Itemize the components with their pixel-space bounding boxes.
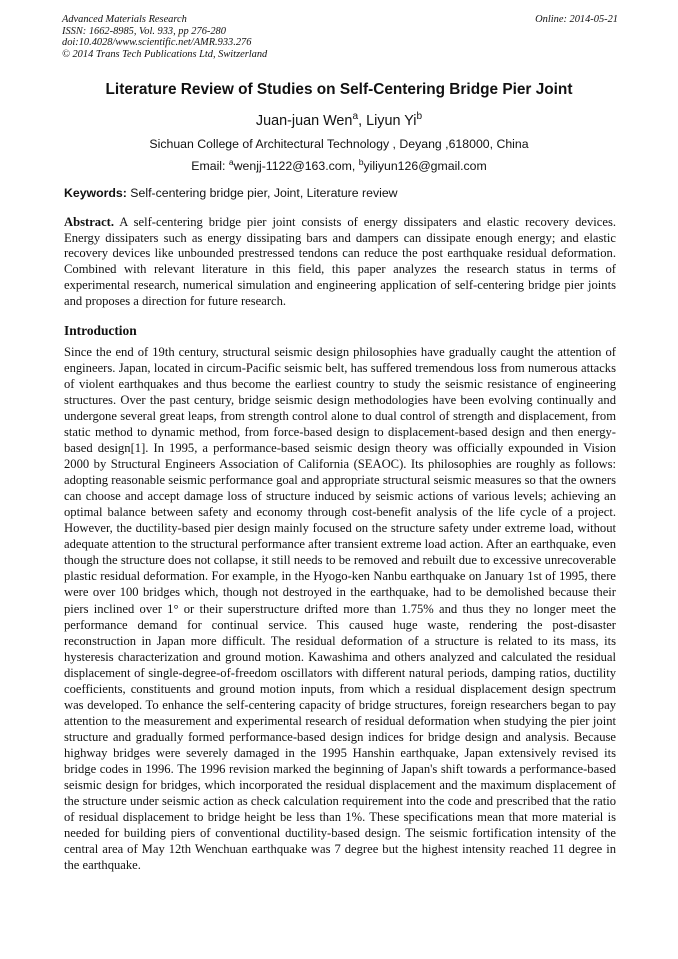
- keywords-label: Keywords:: [64, 186, 127, 200]
- keywords: [64, 186, 616, 201]
- paper-title: Literature Review of Studies on Self-Centering Bridge Pier Joint: [105, 81, 573, 98]
- issn-line: ISSN: 1662-8985, Vol. 933, pp 276-280: [62, 25, 226, 37]
- online-date: Online: 2014-05-21: [535, 14, 618, 25]
- author-affil-mark: b: [416, 111, 423, 123]
- copyright-line: © 2014 Trans Tech Publications Ltd, Switzerland: [62, 49, 268, 61]
- journal-header: [62, 14, 618, 61]
- author-separator: ,: [358, 113, 367, 129]
- author-line: [0, 112, 678, 130]
- email-line: [0, 156, 678, 174]
- email-mark-a: a: [228, 156, 234, 167]
- email-address-a[interactable]: wenjj-1122@163.com,: [233, 159, 359, 173]
- author-name: Juan-juan Wen: [255, 113, 353, 129]
- section-heading-introduction: Introduction: [64, 323, 137, 338]
- abstract: [64, 215, 616, 309]
- abstract-label: Abstract.: [64, 215, 115, 229]
- journal-name: Advanced Materials Research: [62, 14, 187, 25]
- abstract-text: A self-centering bridge pier joint consists of energy dissipaters and elastic recovery devices. Energy dissipaters such as energy dissipating bars and dampers can dissipate enough energy; and elastic recovery devices like unbounded prestressed tendons can reduce the post earthquake residual deformation. Combined with relevant literature in this field, this paper analyzes the research status in terms of experimental research, numerical simulation and engineering application of self-centering bridge pier joints and proposes a direction for future research.: [64, 215, 616, 308]
- email-address-b[interactable]: yiliyun126@gmail.com: [363, 159, 487, 173]
- introduction-paragraph: Since the end of 19th century, structural seismic design philosophies have gradually caught the attention of engineers. Japan, located in circum-Pacific seismic belt, has suffered tremendous loss from numerous attacks of violent earthquakes and thus become the earliest country to study the seismic resistance of engineering structures. Over the past century, bridge seismic design methodologies have been evolving continually and undergone several great leaps, from strength control alone to dual control of strength and displacement, from static method to dynamic method, from force-based design to displacement-based design and then energy-based design[1]. In 1995, a performance-based seismic design theory was officially expounded in Vision 2000 by Structural Engineers Association of California (SEAOC). Its philosophies are roughly as follows: adopting reasonable seismic performance goal and appropriate structural seismic measures so that the owners can choose and accept damage loss of structure induced by seismic actions of various levels; achieving an optimal balance between safety and economy through cost-benefit analysis of the life cycle of a project. However, the ductility-based pier design mainly focused on the structure safety under extreme load, without adequate attention to the structural performance after transient extreme load action. After an earthquake, even though the structure does not collapse, it still needs to be removed and rebuilt due to excessive unrecoverable plastic residual deformation. For example, in the Hyogo-ken Nanbu earthquake on January 1st of 1995, there were over 100 bridges which, though not destroyed in the earthquake, had to be demolished because their piers inclined over 1° or their superstructure drifted more than 1.75% and thus they no longer meet the performance demand for continual service. This caused huge waste, rendering the post-disaster reconstruction in Japan more difficult. The residual deformation of a structure is related to its mass, its hysteresis characterization and ground motion. Kawashima and others analyzed and calculated the residual displacement of single-degree-of-freedom oscillators with different natural periods, damping ratios, ductility coefficients, constituents and ground motion inputs, from which a residual displacement design spectrum was developed. To enhance the self-centering capacity of bridge structures, foreign researchers began to pay attention to the measurement and experimental research of residual deformation when studying the pier joint structure and gradually formed performance-based design indices for bridge design and analysis. Because highway bridges were severely damaged in the 1995 Hanshin earthquake, Japan extensively revised its bridge codes in 1996. The 1996 revision marked the beginning of Japan's shift towards a performance-based seismic design for bridges, which incorporated the residual displacement and the maximum displacement of the structure under seismic action as check calculation requirement into the code and prescribed that the ratio of residual displacement to bridge height be less than 1%. These specifications mean that more material is needed for building piers of conventional ductility-based design. The seismic fortification intensity of the central area of May 12th Wenchuan earthquake was 7 degree but the highest intensity reached 11 degree in the earthquake.: [64, 345, 616, 872]
- email-mark-b: b: [358, 156, 364, 167]
- author-affil-mark: a: [352, 111, 359, 123]
- affiliation: Sichuan College of Architectural Technology , Deyang ,618000, China: [149, 137, 529, 151]
- doi-line[interactable]: doi:10.4028/www.scientific.net/AMR.933.276: [62, 37, 252, 49]
- email-label: Email:: [191, 159, 229, 173]
- keywords-text: Self-centering bridge pier, Joint, Literature review: [130, 186, 398, 200]
- author-name: Liyun Yi: [366, 113, 417, 129]
